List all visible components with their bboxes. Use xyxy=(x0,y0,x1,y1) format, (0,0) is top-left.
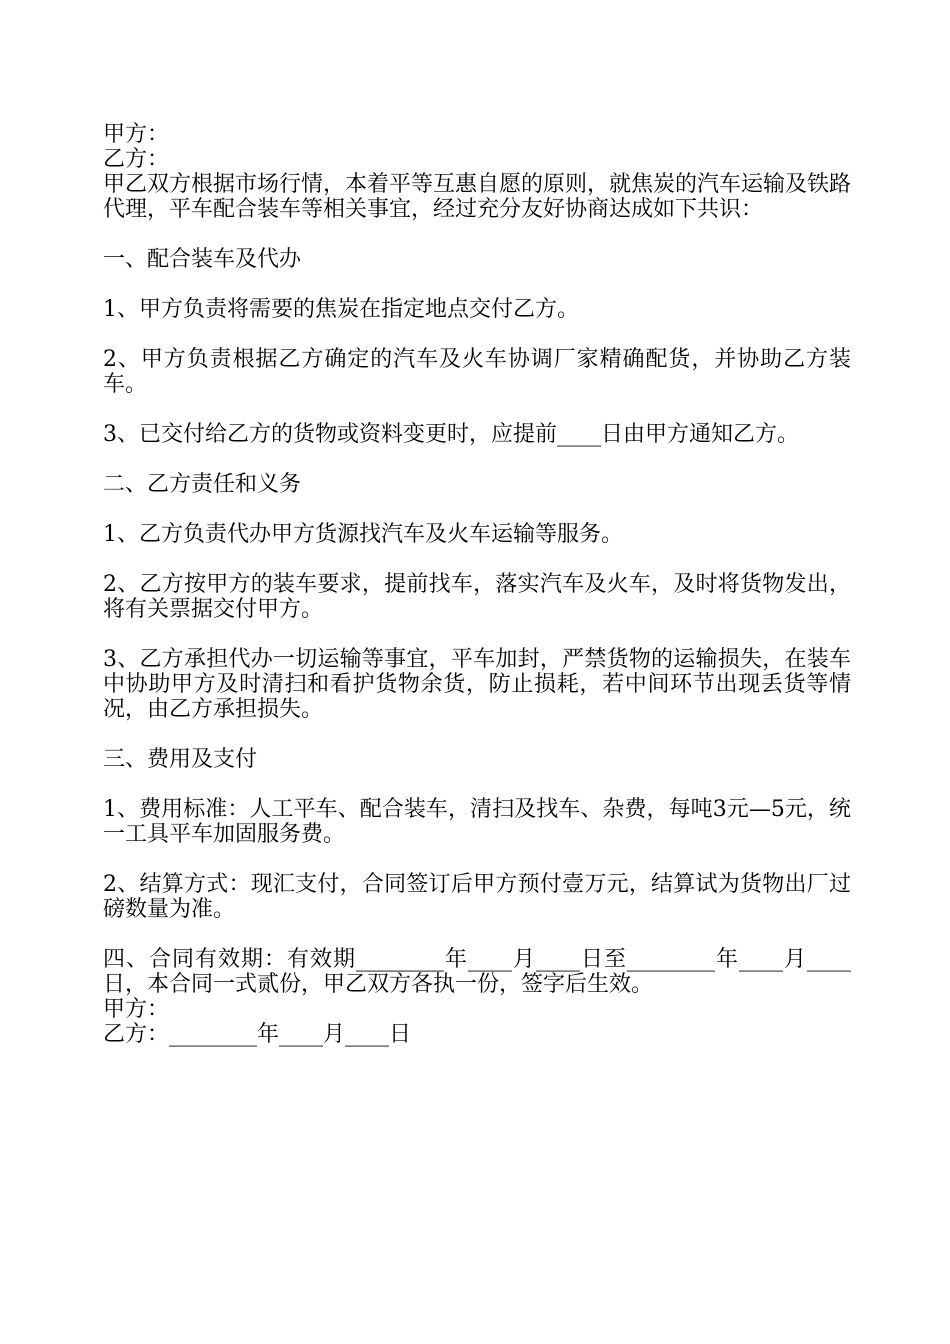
section-2-heading: 二、乙方责任和义务 xyxy=(103,472,302,497)
signature-party-b-date: 乙方：________年____月____日 xyxy=(103,1022,412,1047)
section-2-item-1: 1、乙方负责代办甲方货源找汽车及火车运输等服务。 xyxy=(103,522,623,547)
section-1-item-2: 2、甲方负责根据乙方确定的汽车及火车协调厂家精确配货，并协助乙方装车。 xyxy=(103,347,851,397)
section-1-heading: 一、配合装车及代办 xyxy=(103,247,302,272)
section-3-item-1: 1、费用标准：人工平车、配合装车，清扫及找车、杂费，每吨3元—5元，统一工具平车加固服务费。 xyxy=(103,797,851,847)
party-a-label: 甲方： xyxy=(103,122,170,147)
section-1-item-3: 3、已交付给乙方的货物或资料变更时，应提前____日由甲方通知乙方。 xyxy=(103,422,799,447)
party-b-label: 乙方： xyxy=(103,147,170,172)
contract-document xyxy=(103,122,851,1047)
section-2-item-3: 3、乙方承担代办一切运输等事宜，平车加封，严禁货物的运输损失，在装车中协助甲方及时清扫和看护货物余货，防止损耗，若中间环节出现丢货等情况，由乙方承担损失。 xyxy=(103,647,851,722)
section-2-item-2: 2、乙方按甲方的装车要求，提前找车，落实汽车及火车，及时将货物发出，将有关票据交付甲方。 xyxy=(103,572,851,622)
section-4-validity: 四、合同有效期：有效期________年____月____日至________年____月____日，本合同一式贰份，甲乙双方各执一份，签字后生效。 xyxy=(103,947,851,997)
section-1-item-1: 1、甲方负责将需要的焦炭在指定地点交付乙方。 xyxy=(103,297,579,322)
intro-paragraph: 甲乙双方根据市场行情，本着平等互惠自愿的原则，就焦炭的汽车运输及铁路代理，平车配合装车等相关事宜，经过充分友好协商达成如下共识： xyxy=(103,172,852,222)
signature-party-a: 甲方： xyxy=(103,997,170,1022)
section-3-heading: 三、费用及支付 xyxy=(103,747,258,772)
section-3-item-2: 2、结算方式：现汇支付，合同签订后甲方预付壹万元，结算试为货物出厂过磅数量为准。 xyxy=(103,872,851,922)
